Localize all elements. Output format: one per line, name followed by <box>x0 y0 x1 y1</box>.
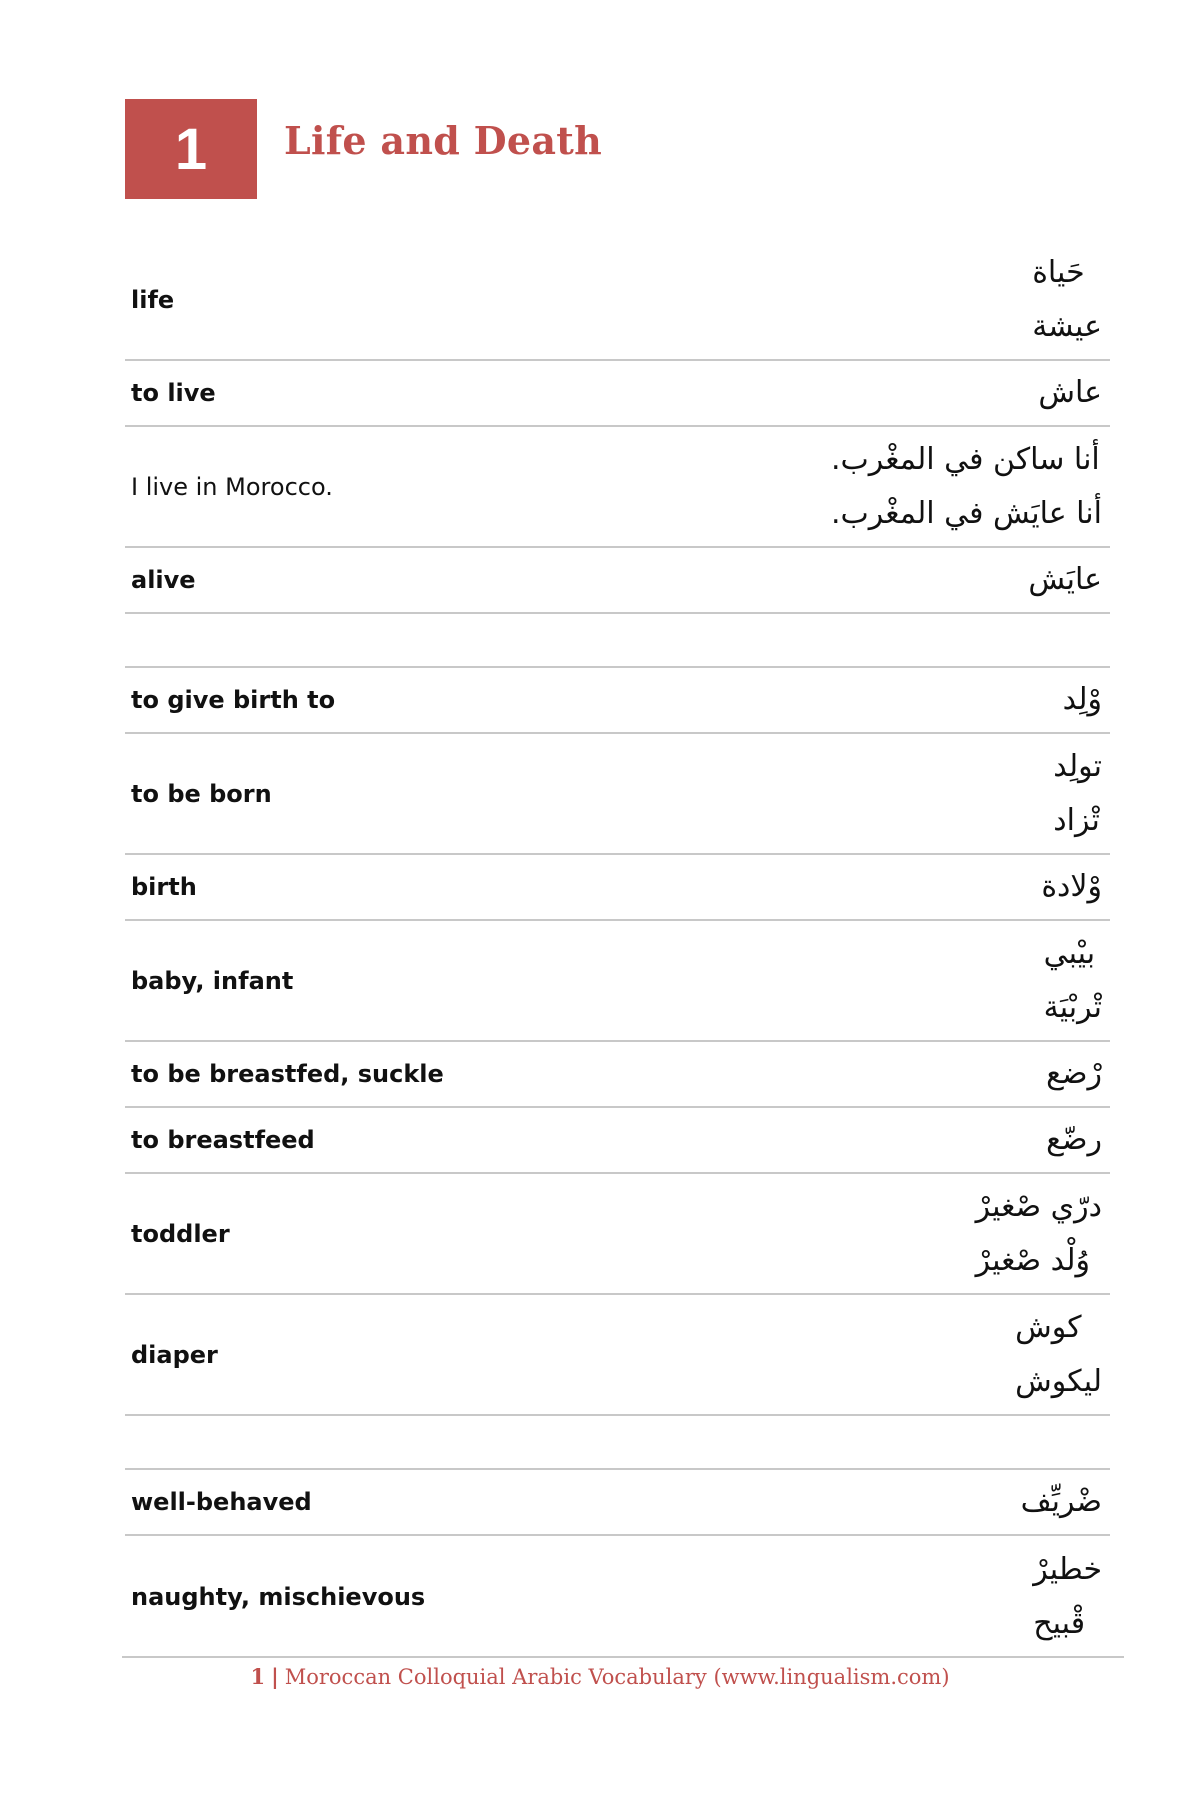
english-term: alive <box>131 566 196 594</box>
arabic-terms <box>1044 927 1110 1035</box>
chapter-number-box <box>125 99 257 199</box>
arabic-terms <box>976 1180 1110 1288</box>
vocabulary-table <box>125 240 1110 1657</box>
arabic-term: تْربْيَة <box>1043 989 1102 1025</box>
footer-divider <box>122 1656 1124 1658</box>
english-term: to be born <box>131 779 272 808</box>
arabic-term: ليكوش <box>1015 1363 1102 1399</box>
arabic-terms <box>1021 1475 1110 1529</box>
arabic-terms <box>1015 1301 1110 1409</box>
vocab-row <box>125 921 1110 1042</box>
footer-separator: | <box>271 1664 279 1689</box>
arabic-term: تولِد <box>1053 748 1102 784</box>
vocab-row <box>125 361 1110 427</box>
arabic-terms <box>1032 246 1110 354</box>
english-term: life <box>131 285 175 314</box>
arabic-term: حَياة <box>1032 254 1085 290</box>
english-term: to give birth to <box>131 686 336 714</box>
arabic-term: رْضع <box>1046 1056 1102 1091</box>
english-term: to breastfeed <box>131 1126 315 1154</box>
vocab-row <box>125 1295 1110 1416</box>
arabic-term: وْلادة <box>1041 869 1102 904</box>
arabic-terms <box>1028 553 1110 607</box>
vocab-row <box>125 1470 1110 1536</box>
english-term: I live in Morocco. <box>131 472 333 501</box>
english-term: to be breastfed, suckle <box>131 1060 444 1088</box>
arabic-term: عايَش <box>1028 562 1102 597</box>
arabic-term: خطيرْ <box>1033 1551 1102 1587</box>
english-term: to live <box>131 379 216 407</box>
arabic-term: رضّع <box>1046 1122 1102 1157</box>
footer-text: Moroccan Colloquial Arabic Vocabulary (www.lingualism.com) <box>284 1665 950 1689</box>
page-footer <box>0 1664 1200 1689</box>
arabic-term: وْلِد <box>1062 682 1102 717</box>
arabic-term: قْبيح <box>1033 1605 1086 1641</box>
arabic-term: تْزاد <box>1053 802 1100 838</box>
section-spacer <box>125 614 1110 668</box>
arabic-term: عاش <box>1038 375 1102 410</box>
arabic-terms <box>1063 673 1110 727</box>
vocab-row <box>125 1174 1110 1295</box>
vocab-row <box>125 548 1110 614</box>
arabic-term: عيشة <box>1032 308 1102 344</box>
arabic-terms <box>1053 740 1110 848</box>
english-term: birth <box>131 873 197 901</box>
chapter-number: 1 <box>174 116 208 182</box>
arabic-terms <box>1046 1047 1110 1101</box>
english-term: well-behaved <box>131 1488 312 1516</box>
arabic-term: أنا ساكن في المغْرب. <box>830 441 1100 477</box>
vocab-row <box>125 1042 1110 1108</box>
arabic-term: وُلْد صْغيرْ <box>975 1242 1091 1278</box>
arabic-terms <box>831 433 1110 541</box>
arabic-terms <box>1033 1543 1110 1651</box>
english-term: naughty, mischievous <box>131 1582 426 1611</box>
english-term: toddler <box>131 1219 230 1248</box>
vocab-row <box>125 1108 1110 1174</box>
arabic-terms <box>1046 1113 1110 1167</box>
arabic-term: ضْريِّف <box>1020 1484 1102 1519</box>
arabic-term: بيْبي <box>1043 935 1096 971</box>
chapter-title: Life and Death <box>284 118 603 163</box>
vocab-row <box>125 734 1110 855</box>
arabic-term: أنا عايَش في المغْرب. <box>830 495 1102 531</box>
vocab-row <box>125 240 1110 361</box>
arabic-term: درّي صْغيرْ <box>975 1188 1102 1224</box>
arabic-term: كوش <box>1015 1309 1082 1345</box>
vocab-row <box>125 668 1110 734</box>
english-term: baby, infant <box>131 966 294 995</box>
vocab-row <box>125 1536 1110 1657</box>
english-term: diaper <box>131 1340 218 1369</box>
arabic-terms <box>1041 860 1110 914</box>
vocab-row <box>125 855 1110 921</box>
vocab-row <box>125 427 1110 548</box>
footer-page-number: 1 <box>250 1664 266 1689</box>
arabic-terms <box>1038 366 1110 420</box>
section-spacer <box>125 1416 1110 1470</box>
